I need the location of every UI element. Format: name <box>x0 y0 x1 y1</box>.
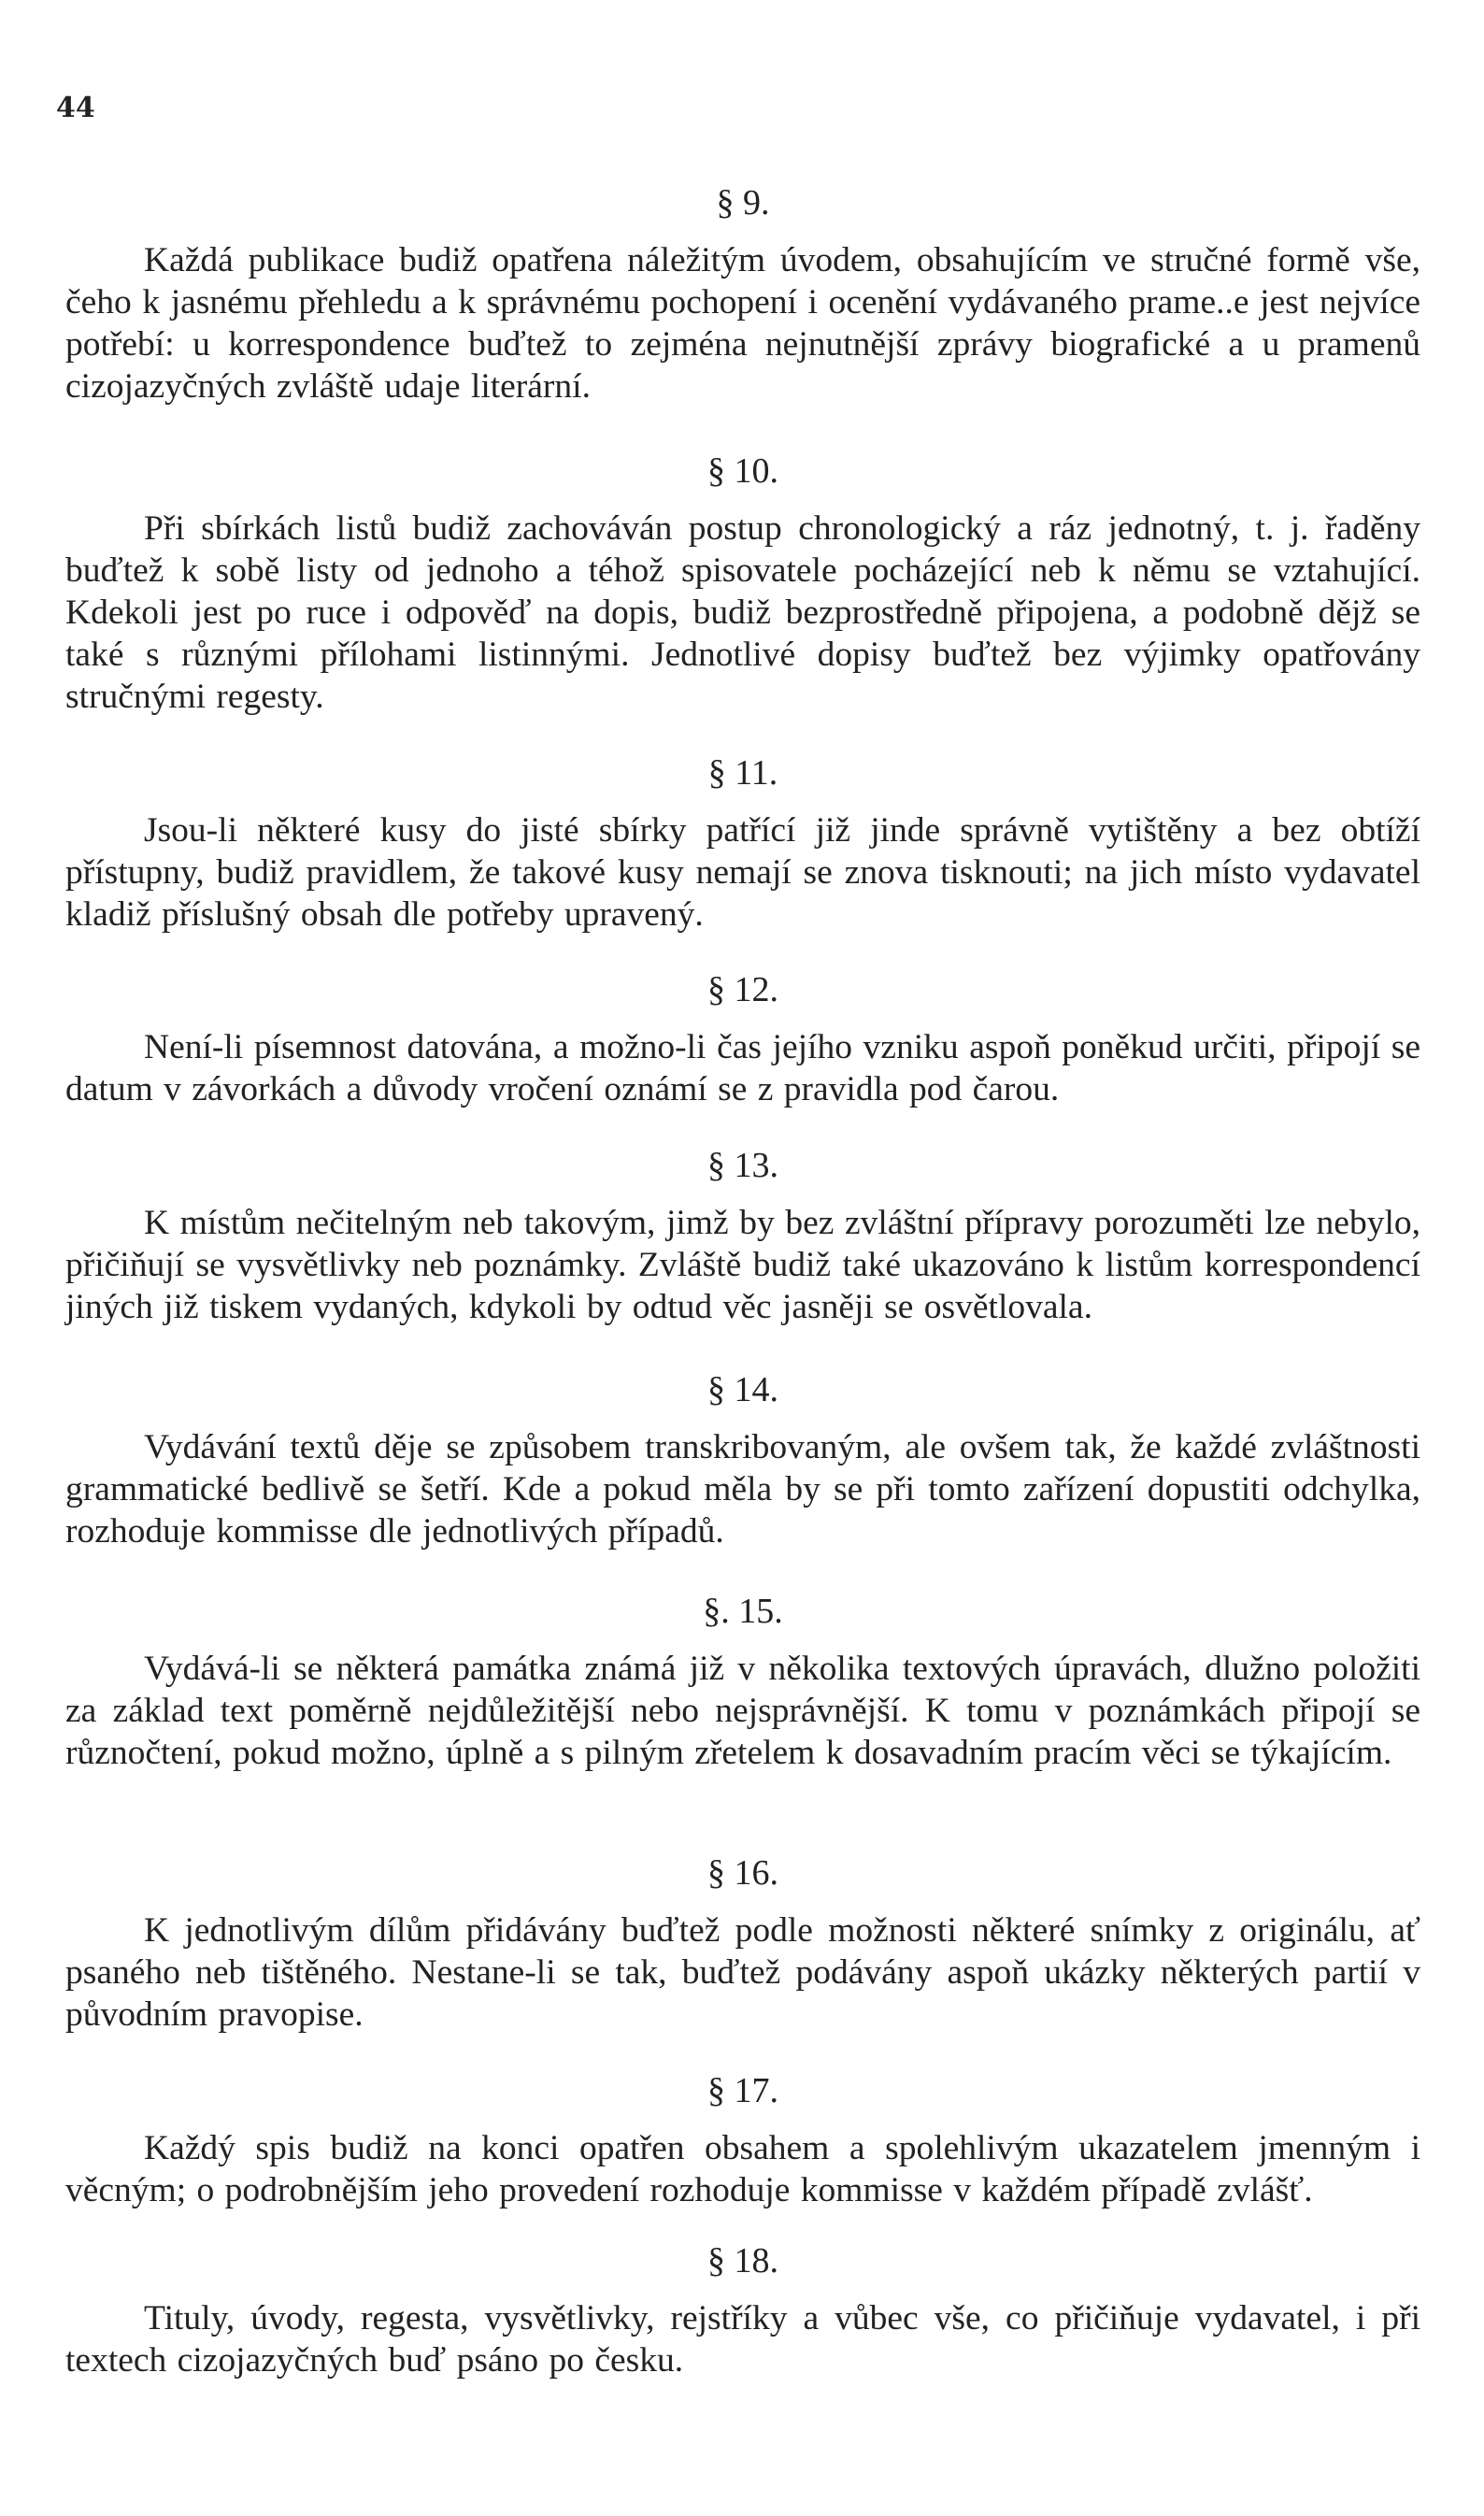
section-text: Jsou-li některé kusy do jisté sbírky patřící již jinde správně vytištěny a bez obtíží přístupny, budiž pravidlem, že takové kusy nemají se znova tisknouti; na jich místo vydavatel kladiž příslušný obsah dle potřeby upravený. <box>65 811 1420 934</box>
section-mark: § 11. <box>707 753 778 793</box>
section-mark: § 9. <box>716 183 770 222</box>
section-mark: § 10. <box>707 451 778 491</box>
section-text: Každý spis budiž na konci opatřen obsahem a spolehlivým ukazatelem jmenným i věcným; o podrobnějším jeho provedení rozhoduje kommisse v každém případě zvlášť. <box>65 2129 1420 2209</box>
section-9 <box>65 185 1420 407</box>
section-16 <box>65 1855 1420 2036</box>
section-10 <box>65 453 1420 718</box>
section-12 <box>65 972 1420 1110</box>
section-13 <box>65 1148 1420 1328</box>
section-text: Každá publikace budiž opatřena náležitým úvodem, obsahujícím ve stručné formě vše, čeho k jasnému přehledu a k správnému pochopení i ocenění vydávaného prame..e jest nejvíce potřebí: u korrespondence buďtež to zejména nejnutnější zprávy biografické a u pramenů cizojazyčných zvláště udaje literární. <box>65 241 1420 406</box>
section-text: K místům nečitelným neb takovým, jimž by bez zvláštní přípravy porozuměti lze nebylo, přičiňují se vysvětlivky neb poznámky. Zvláště budiž také ukazováno k listům korrespondencí jiných již tiskem vydaných, kdykoli by odtud věc jasněji se osvětlovala. <box>65 1204 1420 1326</box>
section-mark: § 16. <box>707 1853 778 1893</box>
section-mark: § 18. <box>707 2241 778 2280</box>
section-mark: § 17. <box>707 2071 778 2110</box>
section-text: Není-li písemnost datována, a možno-li čas jejího vzniku aspoň poněkud určiti, připojí se datum v závorkách a důvody vročení oznámí se z pravidla pod čarou. <box>65 1028 1420 1108</box>
section-mark: § 12. <box>707 970 778 1009</box>
section-18 <box>65 2243 1420 2381</box>
section-mark: § 14. <box>707 1370 778 1409</box>
section-text: Tituly, úvody, regesta, vysvětlivky, rejstříky a vůbec vše, co přičiňuje vydavatel, i při textech cizojazyčných buď psáno po česku. <box>65 2299 1420 2380</box>
section-11 <box>65 755 1420 936</box>
section-14 <box>65 1372 1420 1552</box>
section-text: Vydává-li se některá památka známá již v několika textových úpravách, dlužno položiti za základ text poměrně nejdůležitější nebo nejsprávnější. K tomu v poznámkách připojí se různočtení, pokud možno, úplně a s pilným zřetelem k dosavadním pracím věci se týkajícím. <box>65 1650 1420 1772</box>
section-mark: §. 15. <box>703 1592 783 1631</box>
section-text: Při sbírkách listů budiž zachováván postup chronologický a ráz jednotný, t. j. řaděny buďtež k sobě listy od jednoho a téhož spisovatele pocházející neb k němu se vztahující. Kdekoli jest po ruce i odpověď na dopis, budiž bezprostředně připojena, a podobně dějž se také s různými přílohami listinnými. Jednotlivé dopisy buďtež bez výjimky opatřovány stručnými regesty. <box>65 509 1420 716</box>
section-17 <box>65 2073 1420 2211</box>
section-text: Vydávání textů děje se způsobem transkribovaným, ale ovšem tak, že každé zvláštnosti grammatické bedlivě se šetří. Kde a pokud měla by se při tomto zařízení dopustiti odchylka, rozhoduje kommisse dle jednotlivých případů. <box>65 1428 1420 1551</box>
section-mark: § 13. <box>707 1146 778 1185</box>
section-15 <box>65 1594 1420 1774</box>
page-number: 44 <box>56 92 95 124</box>
section-text: K jednotlivým dílům přidávány buďtež podle možnosti některé snímky z originálu, ať psaného neb tištěného. Nestane-li se tak, buďtež podávány aspoň ukázky některých partií v původním pravopise. <box>65 1911 1420 2034</box>
